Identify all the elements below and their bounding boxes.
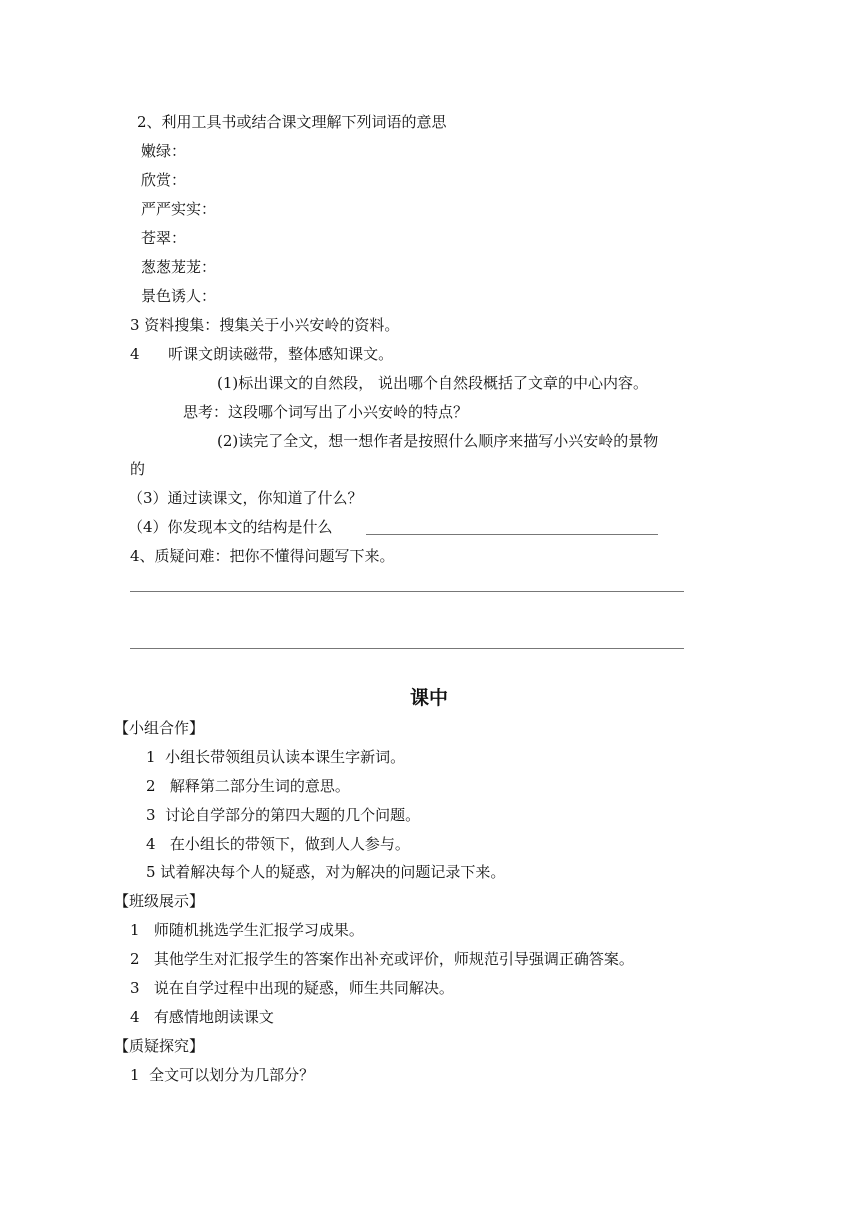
q4-listen: 4 听课文朗读磁带，整体感知课文。: [130, 345, 394, 363]
inquiry-header: 【质疑探究】: [114, 1037, 205, 1055]
q2-title: 2、利用工具书或结合课文理解下列词语的意思: [137, 113, 447, 131]
vocab-cangcui: 苍翠：: [141, 229, 187, 247]
group-work-item-4: 4 在小组长的带领下，做到人人参与。: [146, 835, 410, 853]
q4-4-answer-line[interactable]: [366, 534, 658, 535]
vocab-nenlv: 嫩绿：: [141, 142, 187, 160]
group-work-item-3: 3 讨论自学部分的第四大题的几个问题。: [146, 806, 421, 824]
vocab-yanyanshishi: 严严实实：: [141, 200, 217, 218]
class-show-item-2: 2 其他学生对汇报学生的答案作出补充或评价，师规范引导强调正确答案。: [130, 950, 634, 968]
class-show-header: 【班级展示】: [114, 892, 205, 910]
q4-1: (1)标出课文的自然段， 说出哪个自然段概括了文章的中心内容。: [217, 374, 649, 392]
inquiry-item-1: 1 全文可以划分为几部分？: [130, 1066, 315, 1084]
group-work-item-1: 1 小组长带领组员认读本课生字新词。: [146, 748, 406, 766]
class-show-item-4: 4 有感情地朗读课文: [130, 1008, 274, 1026]
q4-think: 思考：这段哪个词写出了小兴安岭的特点？: [183, 403, 469, 421]
vocab-xinshang: 欣赏：: [141, 171, 187, 189]
q3-material: 3 资料搜集：搜集关于小兴安岭的资料。: [130, 316, 400, 334]
doubt-answer-line-2[interactable]: [130, 648, 684, 649]
vocab-congcong: 葱葱茏茏：: [141, 258, 217, 276]
q4-2-b: 的: [130, 460, 146, 478]
vocab-jingse: 景色诱人：: [141, 287, 217, 305]
group-work-item-2: 2 解释第二部分生词的意思。: [146, 777, 350, 795]
q-doubt: 4、质疑问难：把你不懂得问题写下来。: [130, 547, 395, 565]
section-title: 课中: [410, 687, 449, 709]
group-work-item-5: 5 试着解决每个人的疑惑，对为解决的问题记录下来。: [146, 863, 506, 881]
group-work-header: 【小组合作】: [114, 719, 205, 737]
class-show-item-1: 1 师随机挑选学生汇报学习成果。: [130, 921, 364, 939]
class-show-item-3: 3 说在自学过程中出现的疑惑，师生共同解决。: [130, 979, 454, 997]
q4-3: （3）通过读课文，你知道了什么？: [128, 489, 363, 507]
q4-4: （4）你发现本文的结构是什么: [128, 518, 333, 536]
q4-2-a: (2)读完了全文，想一想作者是按照什么顺序来描写小兴安岭的景物: [217, 432, 659, 450]
doubt-answer-line-1[interactable]: [130, 591, 684, 592]
